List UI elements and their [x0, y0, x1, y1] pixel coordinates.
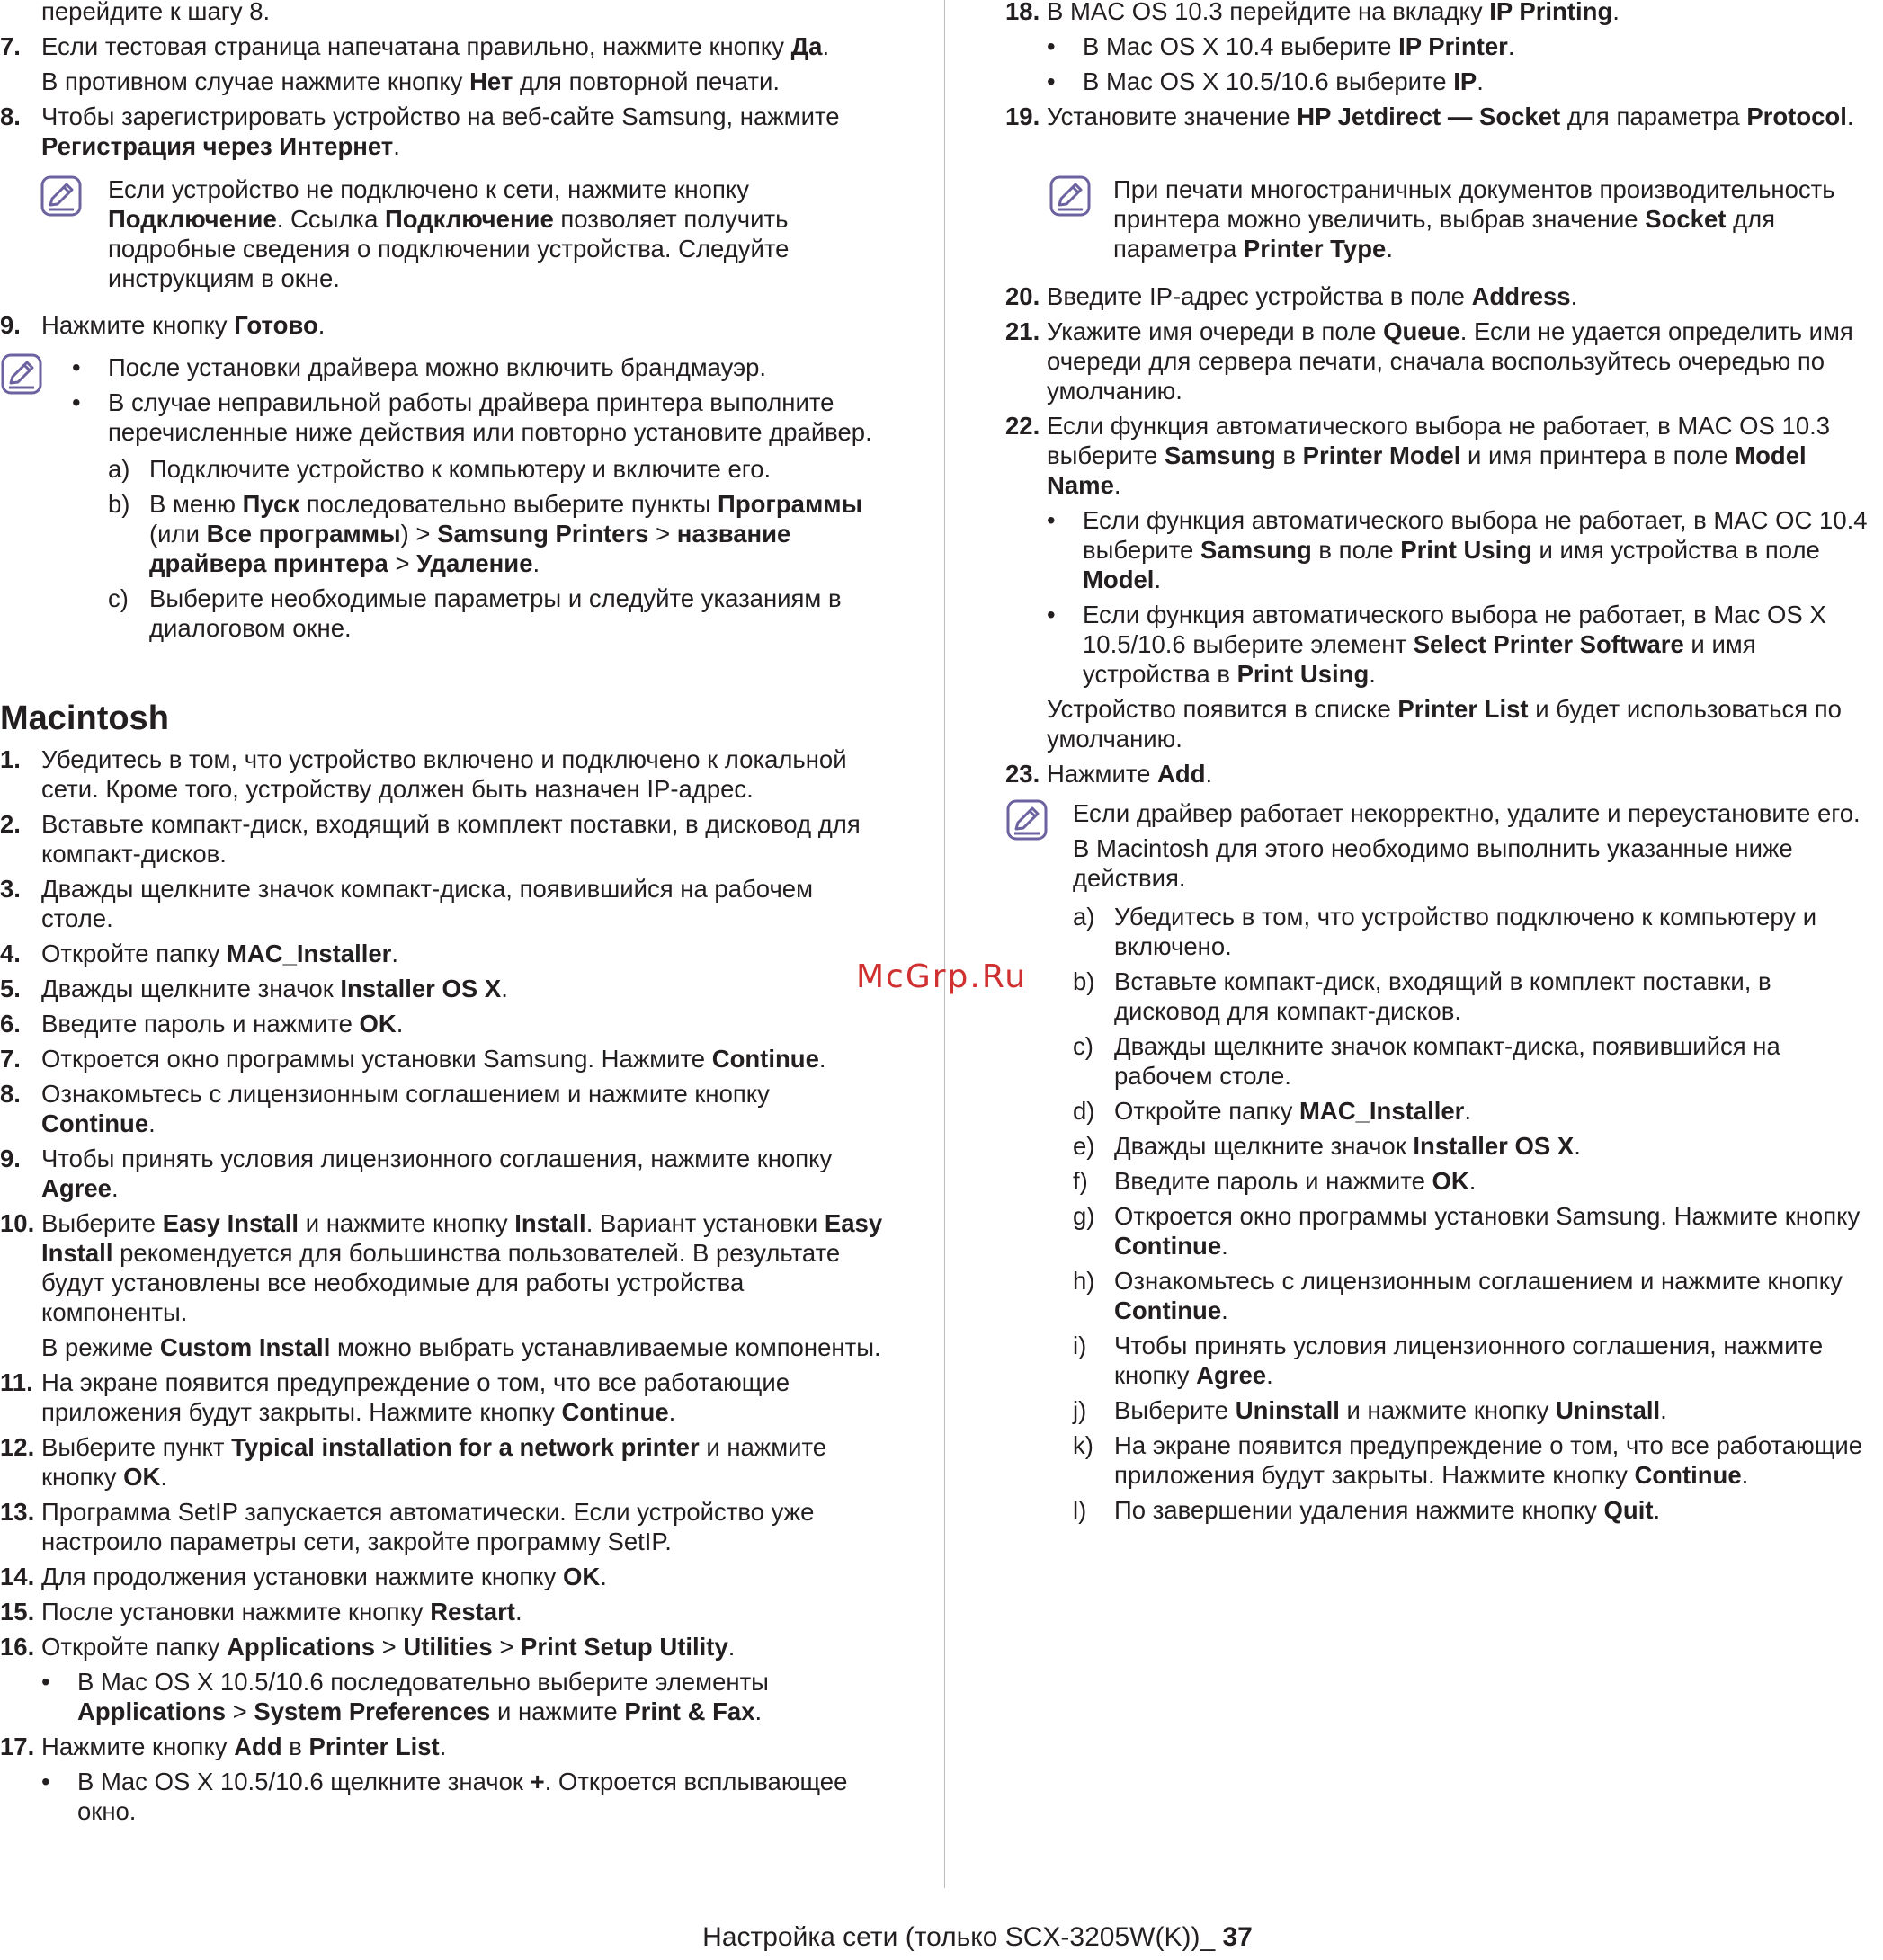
- step-text: Выберите пункт Typical installation for a network printer и нажмите кнопку OK.: [41, 1433, 827, 1491]
- step-number: 17.: [0, 1733, 35, 1760]
- step-number: 16.: [0, 1633, 35, 1661]
- step-14: [0, 1562, 886, 1591]
- sub-step-l: [1073, 1495, 1883, 1525]
- step-text: Чтобы принять условия лицензионного соглашения, нажмите кнопку Agree.: [41, 1145, 833, 1202]
- sub-step-letter: j): [1073, 1396, 1087, 1424]
- sub-step-letter: c): [108, 584, 129, 612]
- step-number: 9.: [0, 311, 21, 339]
- step-text: Вставьте компакт-диск, входящий в комплект поставки, в дисковод для компакт-дисков.: [41, 810, 861, 868]
- step-text: Дважды щелкните значок компакт-диска, появившийся на рабочем столе.: [41, 875, 813, 932]
- step-text: Откройте папку MAC_Installer.: [41, 940, 399, 967]
- note-socket: [1005, 174, 1883, 263]
- step-number: 18.: [1005, 0, 1040, 25]
- bullet-text: Если функция автоматического выбора не работает, в Mac OS X 10.5/10.6 выберите элемент Select Printer Software и имя устройства в Print Using.: [1083, 601, 1826, 688]
- step-2: [0, 809, 886, 869]
- step-text: Установите значение HP Jetdirect — Socket для параметра Protocol.: [1047, 102, 1854, 130]
- sub-step-text: На экране появится предупреждение о том, что все работающие приложения будут закрыты. Нажмите кнопку Continue.: [1114, 1431, 1862, 1489]
- step-text: В MAC OS 10.3 перейдите на вкладку IP Printing.: [1047, 0, 1620, 25]
- step-number: 3.: [0, 875, 21, 903]
- note-bullet: • В случае неправильной работы драйвера принтера выполните перечисленные ниже действия или повторно установите драйвер.: [72, 388, 886, 447]
- step-number: 10.: [0, 1209, 35, 1237]
- step-number: 8.: [0, 102, 21, 130]
- note-pencil-icon: [1049, 174, 1092, 218]
- step-text: Нажмите кнопку Add в Printer List.: [41, 1733, 447, 1760]
- step-11: [0, 1368, 886, 1427]
- sub-step-text: Убедитесь в том, что устройство подключено к компьютеру и включено.: [1114, 903, 1817, 960]
- note-reinstall: [1005, 798, 1883, 1525]
- step-7: [0, 1044, 886, 1074]
- sub-step-letter: i): [1073, 1332, 1087, 1359]
- step-extra-text: В режиме Custom Install можно выбрать устанавливаемые компоненты.: [41, 1333, 881, 1361]
- step-15: [0, 1597, 886, 1626]
- page-number: 37: [1222, 1922, 1253, 1952]
- note-text: Если устройство не подключено к сети, нажмите кнопку Подключение. Ссылка Подключение позволяет получить подробные сведения о подключении устройства. Следуйте инструкциям в окне.: [108, 175, 790, 292]
- step-text: Убедитесь в том, что устройство включено и подключено к локальной сети. Кроме того, устройству должен быть назначен IP-адрес.: [41, 745, 847, 803]
- step-3: [0, 874, 886, 933]
- step-number: 20.: [1005, 282, 1040, 310]
- step-bullet: • В Mac OS X 10.5/10.6 выберите IP.: [1047, 67, 1883, 96]
- sub-step-letter: a): [108, 455, 130, 483]
- sub-step-text: Подключите устройство к компьютеру и включите его.: [149, 455, 772, 483]
- sub-step-letter: c): [1073, 1032, 1093, 1060]
- step-number: 11.: [0, 1368, 33, 1396]
- step-17: [0, 1732, 886, 1826]
- sub-step-letter: h): [1073, 1267, 1095, 1295]
- step-bullet: • В Mac OS X 10.5/10.6 последовательно выберите элементы Applications > System Preferences и нажмите Print & Fax.: [41, 1667, 886, 1726]
- note-text: Если драйвер работает некорректно, удалите и переустановите его.: [1073, 799, 1861, 827]
- step-number: 15.: [0, 1598, 35, 1626]
- step-text: Ознакомьтесь с лицензионным соглашением и нажмите кнопку Continue.: [41, 1080, 770, 1137]
- sub-step-text: Дважды щелкните значок Installer OS X.: [1114, 1132, 1581, 1160]
- sub-step-text: В меню Пуск последовательно выберите пункты Программы (или Все программы) > Samsung Printers > название драйвера принтера > Удаление.: [149, 490, 863, 577]
- sub-step-letter: b): [108, 490, 130, 518]
- step-number: 6.: [0, 1010, 21, 1038]
- sub-step-text: Чтобы принять условия лицензионного соглашения, нажмите кнопку Agree.: [1114, 1332, 1824, 1389]
- step-7: [0, 31, 886, 96]
- step-20: [1005, 281, 1883, 311]
- step-number: 1.: [0, 745, 21, 773]
- sub-step-f: [1073, 1166, 1883, 1196]
- bullet-text: В Mac OS X 10.5/10.6 щелкните значок +. Откроется всплывающее окно.: [77, 1768, 848, 1825]
- bullet-text: В Mac OS X 10.5/10.6 выберите IP.: [1083, 67, 1484, 95]
- sub-step-g: [1073, 1201, 1883, 1261]
- step-number: 4.: [0, 940, 21, 967]
- sub-step-text: По завершении удаления нажмите кнопку Quit.: [1114, 1496, 1661, 1524]
- step-16: [0, 1632, 886, 1726]
- step-bullet: • Если функция автоматического выбора не работает, в Mac OS X 10.5/10.6 выберите элемент Select Printer Software и имя устройства в Print Using.: [1047, 600, 1883, 689]
- sub-step-letter: l): [1073, 1496, 1087, 1524]
- step-continuation: [0, 0, 886, 26]
- step-bullet: • В Mac OS X 10.5/10.6 щелкните значок +. Откроется всплывающее окно.: [41, 1767, 886, 1826]
- note-bullet: • После установки драйвера можно включить брандмауэр.: [72, 352, 886, 382]
- sub-step-a: [1073, 902, 1883, 961]
- bullet-text: В случае неправильной работы драйвера принтера выполните перечисленные ниже действия или повторно установите драйвер.: [108, 388, 872, 446]
- mac-steps: [0, 744, 886, 1831]
- step-number: 2.: [0, 810, 21, 838]
- bullet-text: Если функция автоматического выбора не работает, в MAC OC 10.4 выберите Samsung в поле Print Using и имя устройства в поле Model.: [1083, 506, 1868, 593]
- sub-step-e: [1073, 1131, 1883, 1161]
- step-text: перейдите к шагу 8.: [41, 0, 271, 25]
- sub-step-letter: e): [1073, 1132, 1095, 1160]
- step-text: После установки нажмите кнопку Restart.: [41, 1598, 522, 1626]
- step-extra-text: В противном случае нажмите кнопку Нет для повторной печати.: [41, 67, 781, 95]
- step-text: Дважды щелкните значок Installer OS X.: [41, 975, 508, 1002]
- step-bullet: • Если функция автоматического выбора не работает, в MAC OC 10.4 выберите Samsung в поле Print Using и имя устройства в поле Model.: [1047, 505, 1883, 594]
- step-1: [0, 744, 886, 804]
- sub-step-c: [108, 584, 886, 643]
- step-text: Для продолжения установки нажмите кнопку OK.: [41, 1563, 607, 1590]
- sub-step-text: Откроется окно программы установки Samsung. Нажмите кнопку Continue.: [1114, 1202, 1861, 1260]
- step-8: [0, 102, 886, 161]
- note-connection: [0, 174, 886, 293]
- sub-step-b: [108, 489, 886, 578]
- step-number: 9.: [0, 1145, 21, 1172]
- step-6: [0, 1009, 886, 1038]
- sub-step-d: [1073, 1096, 1883, 1126]
- step-text: Программа SetIP запускается автоматически. Если устройство уже настроило параметры сети, закройте программу SetIP.: [41, 1498, 815, 1555]
- sub-step-letter: b): [1073, 967, 1095, 995]
- step-22: [1005, 411, 1883, 753]
- step-number: 19.: [1005, 102, 1040, 130]
- note-text: При печати многостраничных документов производительность принтера можно увеличить, выбрав значение Socket для параметра Printer Type.: [1113, 175, 1835, 263]
- note-pencil-icon: [1005, 798, 1049, 842]
- sub-step-text: Ознакомьтесь с лицензионным соглашением и нажмите кнопку Continue.: [1114, 1267, 1843, 1324]
- step-9: [0, 1144, 886, 1203]
- step-number: 23.: [1005, 760, 1040, 788]
- column-divider: [944, 0, 945, 1888]
- step-text: Откройте папку Applications > Utilities > Print Setup Utility.: [41, 1633, 736, 1661]
- step-23: [1005, 759, 1883, 788]
- step-bullet: • В Mac OS X 10.4 выберите IP Printer.: [1047, 31, 1883, 61]
- step-text: Введите IP-адрес устройства в поле Address.: [1047, 282, 1578, 310]
- step-21: [1005, 316, 1883, 405]
- step-number: 7.: [0, 1045, 21, 1073]
- step-number: 8.: [0, 1080, 21, 1108]
- step-number: 21.: [1005, 317, 1040, 345]
- section-heading-macintosh: Macintosh: [0, 699, 169, 737]
- step-19: [1005, 102, 1883, 131]
- step-text: Нажмите кнопку Готово.: [41, 311, 326, 339]
- sub-step-letter: a): [1073, 903, 1095, 931]
- step-text: Нажмите Add.: [1047, 760, 1213, 788]
- sub-step-j: [1073, 1395, 1883, 1425]
- sub-step-h: [1073, 1266, 1883, 1325]
- page-footer: [0, 1920, 1883, 1955]
- step-number: 14.: [0, 1563, 35, 1590]
- step-8: [0, 1079, 886, 1138]
- sub-step-letter: d): [1073, 1097, 1095, 1125]
- step-text: Введите пароль и нажмите OK.: [41, 1010, 404, 1038]
- sub-step-text: Выберите Uninstall и нажмите кнопку Uninstall.: [1114, 1396, 1667, 1424]
- note-pencil-icon: [40, 174, 83, 218]
- sub-step-i: [1073, 1331, 1883, 1390]
- bullet-text: В Mac OS X 10.4 выберите IP Printer.: [1083, 32, 1515, 60]
- sub-step-letter: g): [1073, 1202, 1095, 1230]
- sub-step-c: [1073, 1031, 1883, 1091]
- step-5: [0, 974, 886, 1003]
- sub-step-b: [1073, 967, 1883, 1026]
- right-steps-a: [1005, 0, 1883, 137]
- sub-step-k: [1073, 1430, 1883, 1490]
- step-number: 22.: [1005, 412, 1040, 440]
- step-18: [1005, 0, 1883, 96]
- step-text: Укажите имя очереди в поле Queue. Если не удается определить имя очереди для сервера печати, сначала воспользуйтесь очередью по умолчанию.: [1047, 317, 1853, 405]
- step-text: На экране появится предупреждение о том, что все работающие приложения будут закрыты. Нажмите кнопку Continue.: [41, 1368, 790, 1426]
- step-number: 12.: [0, 1433, 35, 1461]
- step-4: [0, 939, 886, 968]
- sub-step-text: Введите пароль и нажмите OK.: [1114, 1167, 1477, 1195]
- sub-step-a: [108, 454, 886, 484]
- watermark: McGrp.Ru: [856, 958, 1028, 995]
- note-pencil-icon: [0, 352, 43, 396]
- footer-text: Настройка сети (только SCX-3205W(K))_: [702, 1922, 1223, 1952]
- note-driver: [0, 352, 886, 643]
- sub-step-letter: f): [1073, 1167, 1088, 1195]
- sub-step-text: Дважды щелкните значок компакт-диска, появившийся на рабочем столе.: [1114, 1032, 1780, 1090]
- sub-step-text: Выберите необходимые параметры и следуйте указаниям в диалоговом окне.: [149, 584, 842, 642]
- step-number: 13.: [0, 1498, 35, 1526]
- sub-step-letter: k): [1073, 1431, 1093, 1459]
- note-text: В Macintosh для этого необходимо выполнить указанные ниже действия.: [1073, 834, 1793, 892]
- step-text: Чтобы зарегистрировать устройство на веб-сайте Samsung, нажмите Регистрация через Интернет.: [41, 102, 840, 160]
- step-9: [0, 310, 886, 340]
- right-steps-b: [1005, 281, 1883, 794]
- bullet-text: После установки драйвера можно включить брандмауэр.: [108, 353, 767, 381]
- step-13: [0, 1497, 886, 1556]
- step-number: 7.: [0, 32, 21, 60]
- step-number: 5.: [0, 975, 21, 1002]
- step-12: [0, 1432, 886, 1492]
- sub-step-text: Откройте папку MAC_Installer.: [1114, 1097, 1472, 1125]
- step-text: Если функция автоматического выбора не работает, в MAC OS 10.3 выберите Samsung в Printer Model и имя принтера в поле Model Name.: [1047, 412, 1831, 499]
- step-10: [0, 1208, 886, 1362]
- step-text: Если тестовая страница напечатана правильно, нажмите кнопку Да.: [41, 32, 830, 60]
- step-text: Выберите Easy Install и нажмите кнопку Install. Вариант установки Easy Install рекомендуется для большинства пользователей. В результате будут установлены все необходимые для работы устройства компоненты.: [41, 1209, 883, 1326]
- step-extra-text: Устройство появится в списке Printer List и будет использоваться по умолчанию.: [1047, 695, 1842, 753]
- sub-step-text: Вставьте компакт-диск, входящий в комплект поставки, в дисковод для компакт-дисков.: [1114, 967, 1771, 1025]
- bullet-text: В Mac OS X 10.5/10.6 последовательно выберите элементы Applications > System Preferences и нажмите Print & Fax.: [77, 1668, 769, 1725]
- step-text: Откроется окно программы установки Samsung. Нажмите Continue.: [41, 1045, 826, 1073]
